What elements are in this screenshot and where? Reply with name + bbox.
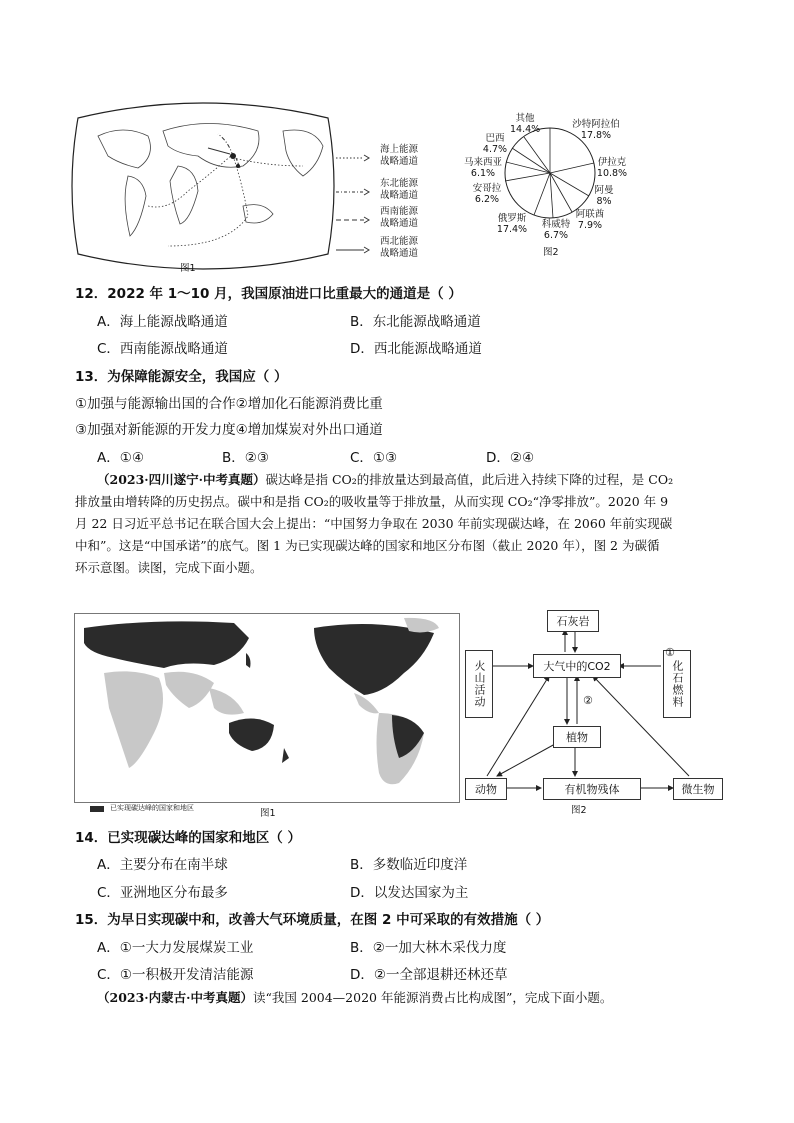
mid-fig1-caption: 图1 [260, 808, 276, 819]
passage1-line2: 排放量由增转降的历史拐点。碳中和是指 CO₂的吸收量等于排放量，从而实现 CO₂“净零排放”。2020 年 9 [75, 494, 669, 509]
pie-label-malaysia: 马来西亚 6.1% [463, 157, 502, 179]
passage1-line3: 月 22 日习近平总书记在联合国大会上提出：“中国努力争取在 2030 年前实现碳达峰，在 2060 年前实现碳 [75, 516, 673, 531]
passage1-line1: 碳达峰是指 CO₂的排放量达到最高值，此后进入持续下降的过程，是 CO₂ [265, 472, 674, 487]
pie-label-russia: 俄罗斯 17.4% [496, 213, 528, 235]
passage2-text: 读“我国 2004—2020 年能源消费占比构成图”，完成下面小题。 [253, 990, 613, 1005]
legend-label: 西南能源 [380, 206, 419, 217]
q14-option-b[interactable]: B．多数临近印度洋 [350, 857, 468, 873]
passage2 [97, 987, 737, 1009]
q13-statement-2: ③加强对新能源的开发力度④增加煤炭对外出口通道 [75, 422, 383, 438]
pie-label-iraq: 伊拉克 10.8% [596, 157, 628, 179]
q13-option-b[interactable]: B．②③ [222, 450, 269, 466]
pie-label-oman: 阿曼 8% [594, 185, 614, 207]
node-plant: 植物 [553, 726, 601, 748]
node-volcano: 火山活动 [465, 650, 493, 718]
pie-label-brazil: 巴西 4.7% [482, 133, 508, 155]
q12-stem: 12．2022 年 1～10 月，我国原油进口比重最大的通道是（ ） [75, 286, 462, 302]
q15-option-c[interactable]: C．①一积极开发清洁能源 [97, 967, 254, 983]
node-microbe: 微生物 [673, 778, 723, 800]
q12-option-d[interactable]: D．西北能源战略通道 [350, 341, 482, 357]
pie-label-angola: 安哥拉 6.2% [472, 183, 502, 205]
map-legend-label: 已实现碳达峰的国家和地区 [110, 804, 194, 812]
q14-option-c[interactable]: C．亚洲地区分布最多 [97, 885, 228, 901]
q15-stem: 15．为早日实现碳中和，改善大气环境质量，在图 2 中可采取的有效措施（ ） [75, 912, 550, 928]
top-figure-2-pie [440, 110, 640, 260]
passage1-source: （2023·四川遂宁·中考真题） [97, 472, 266, 487]
q12-option-b[interactable]: B．东北能源战略通道 [350, 314, 481, 330]
pie-label-kuwait: 科威特 6.7% [541, 219, 571, 241]
node-limestone: 石灰岩 [547, 610, 599, 632]
pie-label-other: 其他 14.4% [510, 113, 541, 135]
q14-stem: 14．已实现碳达峰的国家和地区（ ） [75, 830, 301, 846]
legend-label: 战略通道 [380, 156, 419, 167]
q13-option-c[interactable]: C．①③ [350, 450, 398, 466]
pie-label-saudi: 沙特阿拉伯 17.8% [572, 119, 620, 141]
legend-label: 海上能源 [380, 144, 419, 155]
mid-fig2-caption: 图2 [571, 805, 587, 816]
q15-option-b[interactable]: B．②一加大林木采伐力度 [350, 940, 507, 956]
legend-label: 战略通道 [380, 248, 419, 259]
mid-figure-2-carbon-cycle [463, 608, 723, 818]
legend-label: 战略通道 [380, 190, 419, 201]
passage1-line5: 环示意图。读图，完成下面小题。 [75, 560, 263, 575]
q13-option-d[interactable]: D．②④ [486, 450, 535, 466]
q13-statement-1: ①加强与能源输出国的合作②增加化石能源消费比重 [75, 396, 383, 412]
top-figure-1 [68, 96, 338, 274]
q15-option-a[interactable]: A．①一大力发展煤炭工业 [97, 940, 254, 956]
marker-1: ① [665, 646, 675, 659]
legend-label: 西北能源 [380, 236, 419, 247]
q12-option-a[interactable]: A．海上能源战略通道 [97, 314, 228, 330]
q15-option-d[interactable]: D．②一全部退耕还林还草 [350, 967, 508, 983]
marker-2: ② [583, 694, 593, 707]
pie-label-uae: 阿联酋 7.9% [575, 209, 605, 231]
top-fig1-caption: 图1 [180, 263, 196, 274]
passage2-source: （2023·内蒙古·中考真题） [97, 990, 253, 1005]
q12-option-c[interactable]: C．西南能源战略通道 [97, 341, 228, 357]
top-fig2-caption: 图2 [543, 247, 559, 258]
passage1-line4: 中和”。这是“中国承诺”的底气。图 1 为已实现碳达峰的国家和地区分布图（截止 2020 年），图 2 为碳循 [75, 538, 660, 553]
q14-option-d[interactable]: D．以发达国家为主 [350, 885, 469, 901]
route-legend [336, 144, 436, 264]
node-organic-residue: 有机物残体 [543, 778, 641, 800]
map-legend-swatch [90, 806, 104, 812]
node-animal: 动物 [465, 778, 507, 800]
legend-label: 战略通道 [380, 218, 419, 229]
mid-figure-1-map [74, 613, 460, 818]
passage1 [75, 469, 725, 579]
node-fossil-fuel: 化石燃料 [663, 650, 691, 718]
q13-stem: 13．为保障能源安全，我国应（ ） [75, 369, 288, 385]
legend-label: 东北能源 [380, 178, 419, 189]
q14-option-a[interactable]: A．主要分布在南半球 [97, 857, 228, 873]
node-atmospheric-co2: 大气中的CO2 [533, 654, 621, 678]
q13-option-a[interactable]: A．①④ [97, 450, 144, 466]
